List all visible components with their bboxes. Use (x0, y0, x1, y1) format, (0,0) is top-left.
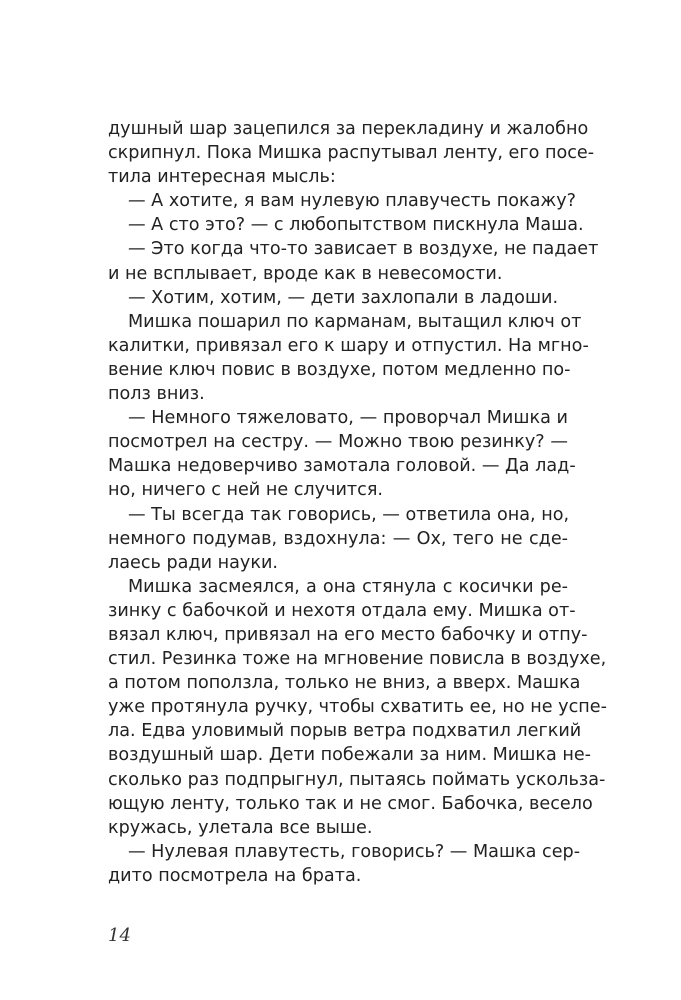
text-line: ла. Едва уловимый порыв ветра подхватил легкий (108, 721, 582, 742)
text-line: душный шар зацепился за перекладину и жалобно (108, 119, 589, 139)
page-number: 14 (108, 925, 131, 946)
text-line: Машка недоверчиво замотала головой. — Да лад- (108, 456, 576, 477)
text-line: скрипнул. Пока Мишка распутывал ленту, его посе- (108, 143, 595, 164)
text-line: посмотрел на сестру. — Можно твою резинку? — (108, 432, 568, 453)
text-line: уже протянула ручку, чтобы схватить ее, но не успе- (108, 697, 607, 718)
text-line: Мишка засмеялся, а она стянула с косички ре- (128, 576, 568, 597)
text-line: а потом поползла, только не вниз, а вверх. Машка (108, 673, 581, 694)
text-line: — А сто это? — с любопытством пискнула Маша. (128, 215, 584, 236)
text-line: — А хотите, я вам нулевую плавучесть покажу? (128, 191, 576, 212)
text-line: но, ничего с ней не случится. (108, 480, 384, 501)
text-line: дито посмотрела на брата. (108, 865, 362, 886)
text-line: ющую ленту, только так и не смог. Бабочка, весело (108, 793, 593, 814)
text-line: стил. Резинка тоже на мгновение повисла в воздухе, (108, 649, 607, 670)
body-text (108, 117, 607, 888)
text-line: вение ключ повис в воздухе, потом медленно по- (108, 359, 571, 380)
text-line: Мишка пошарил по карманам, вытащил ключ от (128, 311, 582, 332)
text-line: зинку с бабочкой и нехотя отдала ему. Мишка от- (108, 600, 576, 621)
text-line: — Нулевая плавутесть, говорись? — Машка сер- (128, 841, 581, 862)
text-line: — Ты всегда так говорись, — ответила она, но, (128, 504, 570, 525)
text-line: немного подумав, вздохнула: — Ох, тего не сде- (108, 528, 568, 549)
text-line: и не всплывает, вроде как в невесомости. (108, 263, 503, 284)
text-line: сколько раз подпрыгнул, пытаясь поймать ускольза- (108, 769, 606, 790)
text-line: кружась, улетала все выше. (108, 817, 373, 838)
text-line: полз вниз. (108, 384, 205, 405)
text-line: тила интересная мысль: (108, 167, 336, 188)
text-line: — Хотим, хотим, — дети захлопали в ладоши. (128, 287, 559, 308)
text-line: калитки, привязал его к шару и отпустил. На мгно- (108, 335, 589, 356)
text-line: воздушный шар. Дети побежали за ним. Мишка не- (108, 745, 592, 766)
text-line: вязал ключ, привязал на его место бабочку и отпу- (108, 624, 588, 645)
text-line: — Это когда что-то зависает в воздухе, не падает (128, 239, 599, 260)
text-line: лаесь ради науки. (108, 552, 278, 573)
text-line: — Немного тяжеловато, — проворчал Мишка и (128, 408, 568, 429)
